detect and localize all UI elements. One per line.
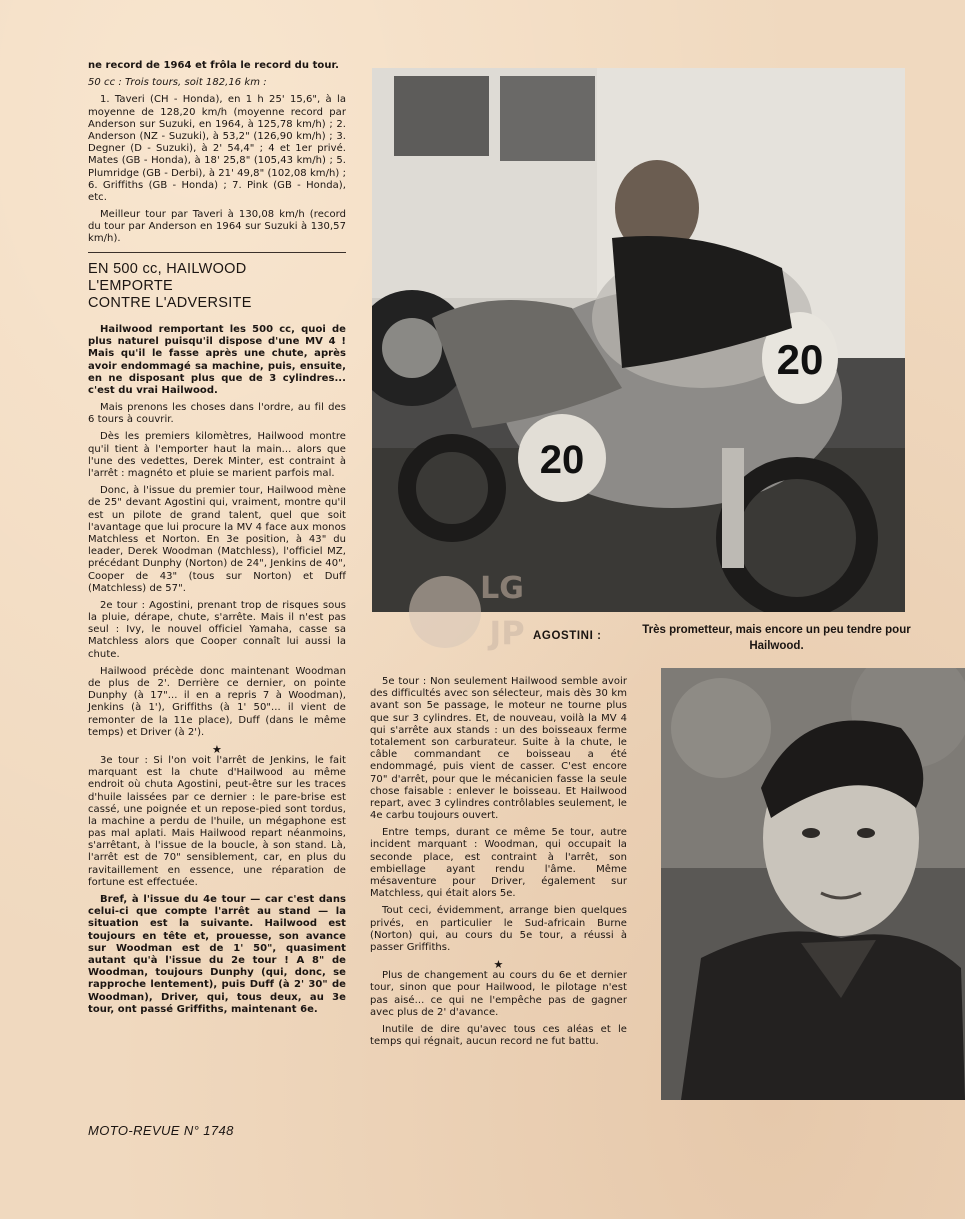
svg-text:JP: JP	[489, 614, 525, 652]
motorcycle-photo-illustration	[372, 68, 905, 612]
intro-line: ne record de 1964 et frôla le record du tour.	[88, 60, 339, 71]
class-heading: 50 cc : Trois tours, soit 182,16 km :	[88, 77, 267, 89]
left-text-column	[88, 60, 346, 1021]
photo-agostini-portrait	[661, 668, 965, 1100]
paragraph: Tout ceci, évidemment, arrange bien quelques privés, en particulier le Sud-africain Burne (Norton) qui, au cours du 5e tour, a réussi à passer Griffiths.	[370, 905, 627, 953]
paragraph: Entre temps, durant ce même 5e tour, autre incident marquant : Woodman, qui occupait la seconde place, est contraint à l'arrêt, son embiellage ayant rendu l'âme. Même mésaventure pour Driver, également sur Matchless, qui était alors 5e.	[370, 827, 627, 900]
middle-text-column	[370, 676, 627, 1053]
paragraph: 5e tour : Non seulement Hailwood semble avoir des difficultés avec son sélecteur, mais dès 30 km avant son 5e passage, le moteur ne tourne plus que sur 3 cylindres. Et, de nouveau, voilà la MV 4 qui s'arrête aux stands : un des boisseaux ferme totalement son carburateur. Suite à la chute, le câble commandant ce boisseau a été endommagé, puis vient de casser. C'est encore 70" d'arrêt, pour que le mécanicien fasse la seule chose faisable : enlever le boisseau. Et Hailwood repart, avec 3 cylindres contrôlables seulement, le 4e carbu toujours ouvert.	[370, 676, 627, 822]
paragraph: Dès les premiers kilomètres, Hailwood montre qu'il tient à l'emporter haut la main... alors que l'une des vedettes, Derek Minter, est contraint à l'arrêt : magnéto et pluie se marient parfois mal.	[88, 431, 346, 480]
heading-line-3: CONTRE L'ADVERSITE	[88, 294, 252, 311]
section-divider	[88, 252, 346, 253]
heading-line-2: L'EMPORTE	[88, 277, 173, 294]
race-results: 1. Taveri (CH - Honda), en 1 h 25' 15,6", à la moyenne de 128,20 km/h (moyenne record par Anderson sur Suzuki, en 1964, à 125,78 km/h) ; 2. Anderson (NZ - Suzuki), à 53,2" (126,90 km/h) ; 3. Degner (D - Suzuki), à 2' 54,4" ; 4 et 1er privé. Mates (GB - Honda), à 18' 25,8" (105,43 km/h) ; 5. Plumridge (GB - Derbi), à 21' 49,8" (102,08 km/h) ; 6. Griffiths (GB - Honda) ; 7. Pink (GB - Honda), etc.	[88, 94, 346, 203]
section-heading	[88, 261, 346, 312]
watermark-logo	[407, 560, 557, 660]
paragraph: Bref, à l'issue du 4e tour — car c'est dans celui-ci que compte l'arrêt au stand — la situation est la suivante. Hailwood est toujours en tête et, prouesse, son avance sur Woodman est de 1' 50", quasiment autant qu'à l'issue du 2e tour ! A 8" de Woodman, toujours Dunphy (qui, donc, se rapproche lentement), puis Duff (à 2' 30" de Woodman), Driver, qui, tous deux, au 3e tour, ont passé Griffiths, maintenant 6e.	[88, 894, 346, 1015]
paragraph: Plus de changement au cours du 6e et dernier tour, sinon que pour Hailwood, le pilotage n'est pas aisé... ce qui ne l'empêche pas de gagner avec plus de 2' d'avance.	[370, 970, 627, 1018]
paragraph: Inutile de dire qu'avec tous ces aléas et le temps qui régnait, aucun record ne fut battu.	[370, 1023, 627, 1048]
paragraph: Hailwood remportant les 500 cc, quoi de plus naturel puisqu'il dispose d'une MV 4 ! Mais qu'il le fasse après une chute, après avoir endommagé sa machine, puis, ensuite, en ne disposant plus que de 3 cylindres... c'est du vrai Hailwood.	[88, 323, 346, 396]
number-plate-front: 20	[776, 336, 824, 383]
paragraph: Donc, à l'issue du premier tour, Hailwood mène de 25" devant Agostini qui, vraiment, montre qu'il est un pilote de grand talent, quel que soit l'avantage que lui procure la MV 4 face aux monos Matchless et Norton. En 3e position, à 43" du leader, Derek Woodman (Matchless), l'officiel MZ, précédant Dunphy (Norton) de 24", Jenkins de 40", Cooper de 43" (tous sur Norton) et Duff (Matchless) de 57".	[88, 485, 346, 594]
page-footer: MOTO-REVUE N° 1748	[88, 1123, 234, 1138]
heading-line-1: EN 500 cc, HAILWOOD	[88, 260, 247, 277]
portrait-photo-illustration	[661, 668, 965, 1100]
best-lap: Meilleur tour par Taveri à 130,08 km/h (record du tour par Anderson en 1964 sur Suzuki à 130,57 km/h).	[88, 209, 346, 245]
paragraph: 3e tour : Si l'on voit l'arrêt de Jenkins, le fait marquant est la chute d'Hailwood au même endroit où chuta Agostini, peut-être sur les traces d'huile laissées par ce dernier : le pare-brise est cassé, une poignée et un repose-pied sont tordus, la machine a perdu de l'huile, un mégaphone est pas mal aplati. Mais Hailwood repart néanmoins, s'arrêtant, à l'issue de la boucle, à son stand. Là, l'arrêt est de 70" sensiblement, car, en plus du ravitaillement en essence, une réparation de fortune est effectuée.	[88, 754, 346, 888]
star-separator: ★	[212, 742, 222, 756]
watermark-graphic	[407, 560, 557, 660]
star-separator: ★	[493, 958, 504, 972]
caption-text: Très prometteur, mais encore un peu tendre pour Hailwood.	[642, 624, 911, 653]
number-plate-side: 20	[539, 438, 585, 482]
caption-name: AGOSTINI :	[533, 630, 602, 642]
svg-text:LG: LG	[480, 571, 524, 606]
paragraph: Mais prenons les choses dans l'ordre, au fil des 6 tours à couvrir.	[88, 402, 346, 426]
paragraph: 2e tour : Agostini, prenant trop de risques sous la pluie, dérape, chute, s'arrête. Mais il n'est pas seul : Ivy, le nouvel officiel Yamaha, casse sa Matchless alors que Cooper connaît lui aussi la chute.	[88, 599, 346, 660]
photo-agostini-motorcycle	[372, 68, 905, 612]
paragraph: Hailwood précède donc maintenant Woodman de plus de 2'. Derrière ce dernier, on pointe Dunphy (à 17"... il en a repris 7 à Woodman), Jenkins (à 1'), Griffiths (à 1' 50"... il vient de remonter de la 11e place), Duff (dans le même temps) et Driver (à 2').	[88, 665, 346, 738]
